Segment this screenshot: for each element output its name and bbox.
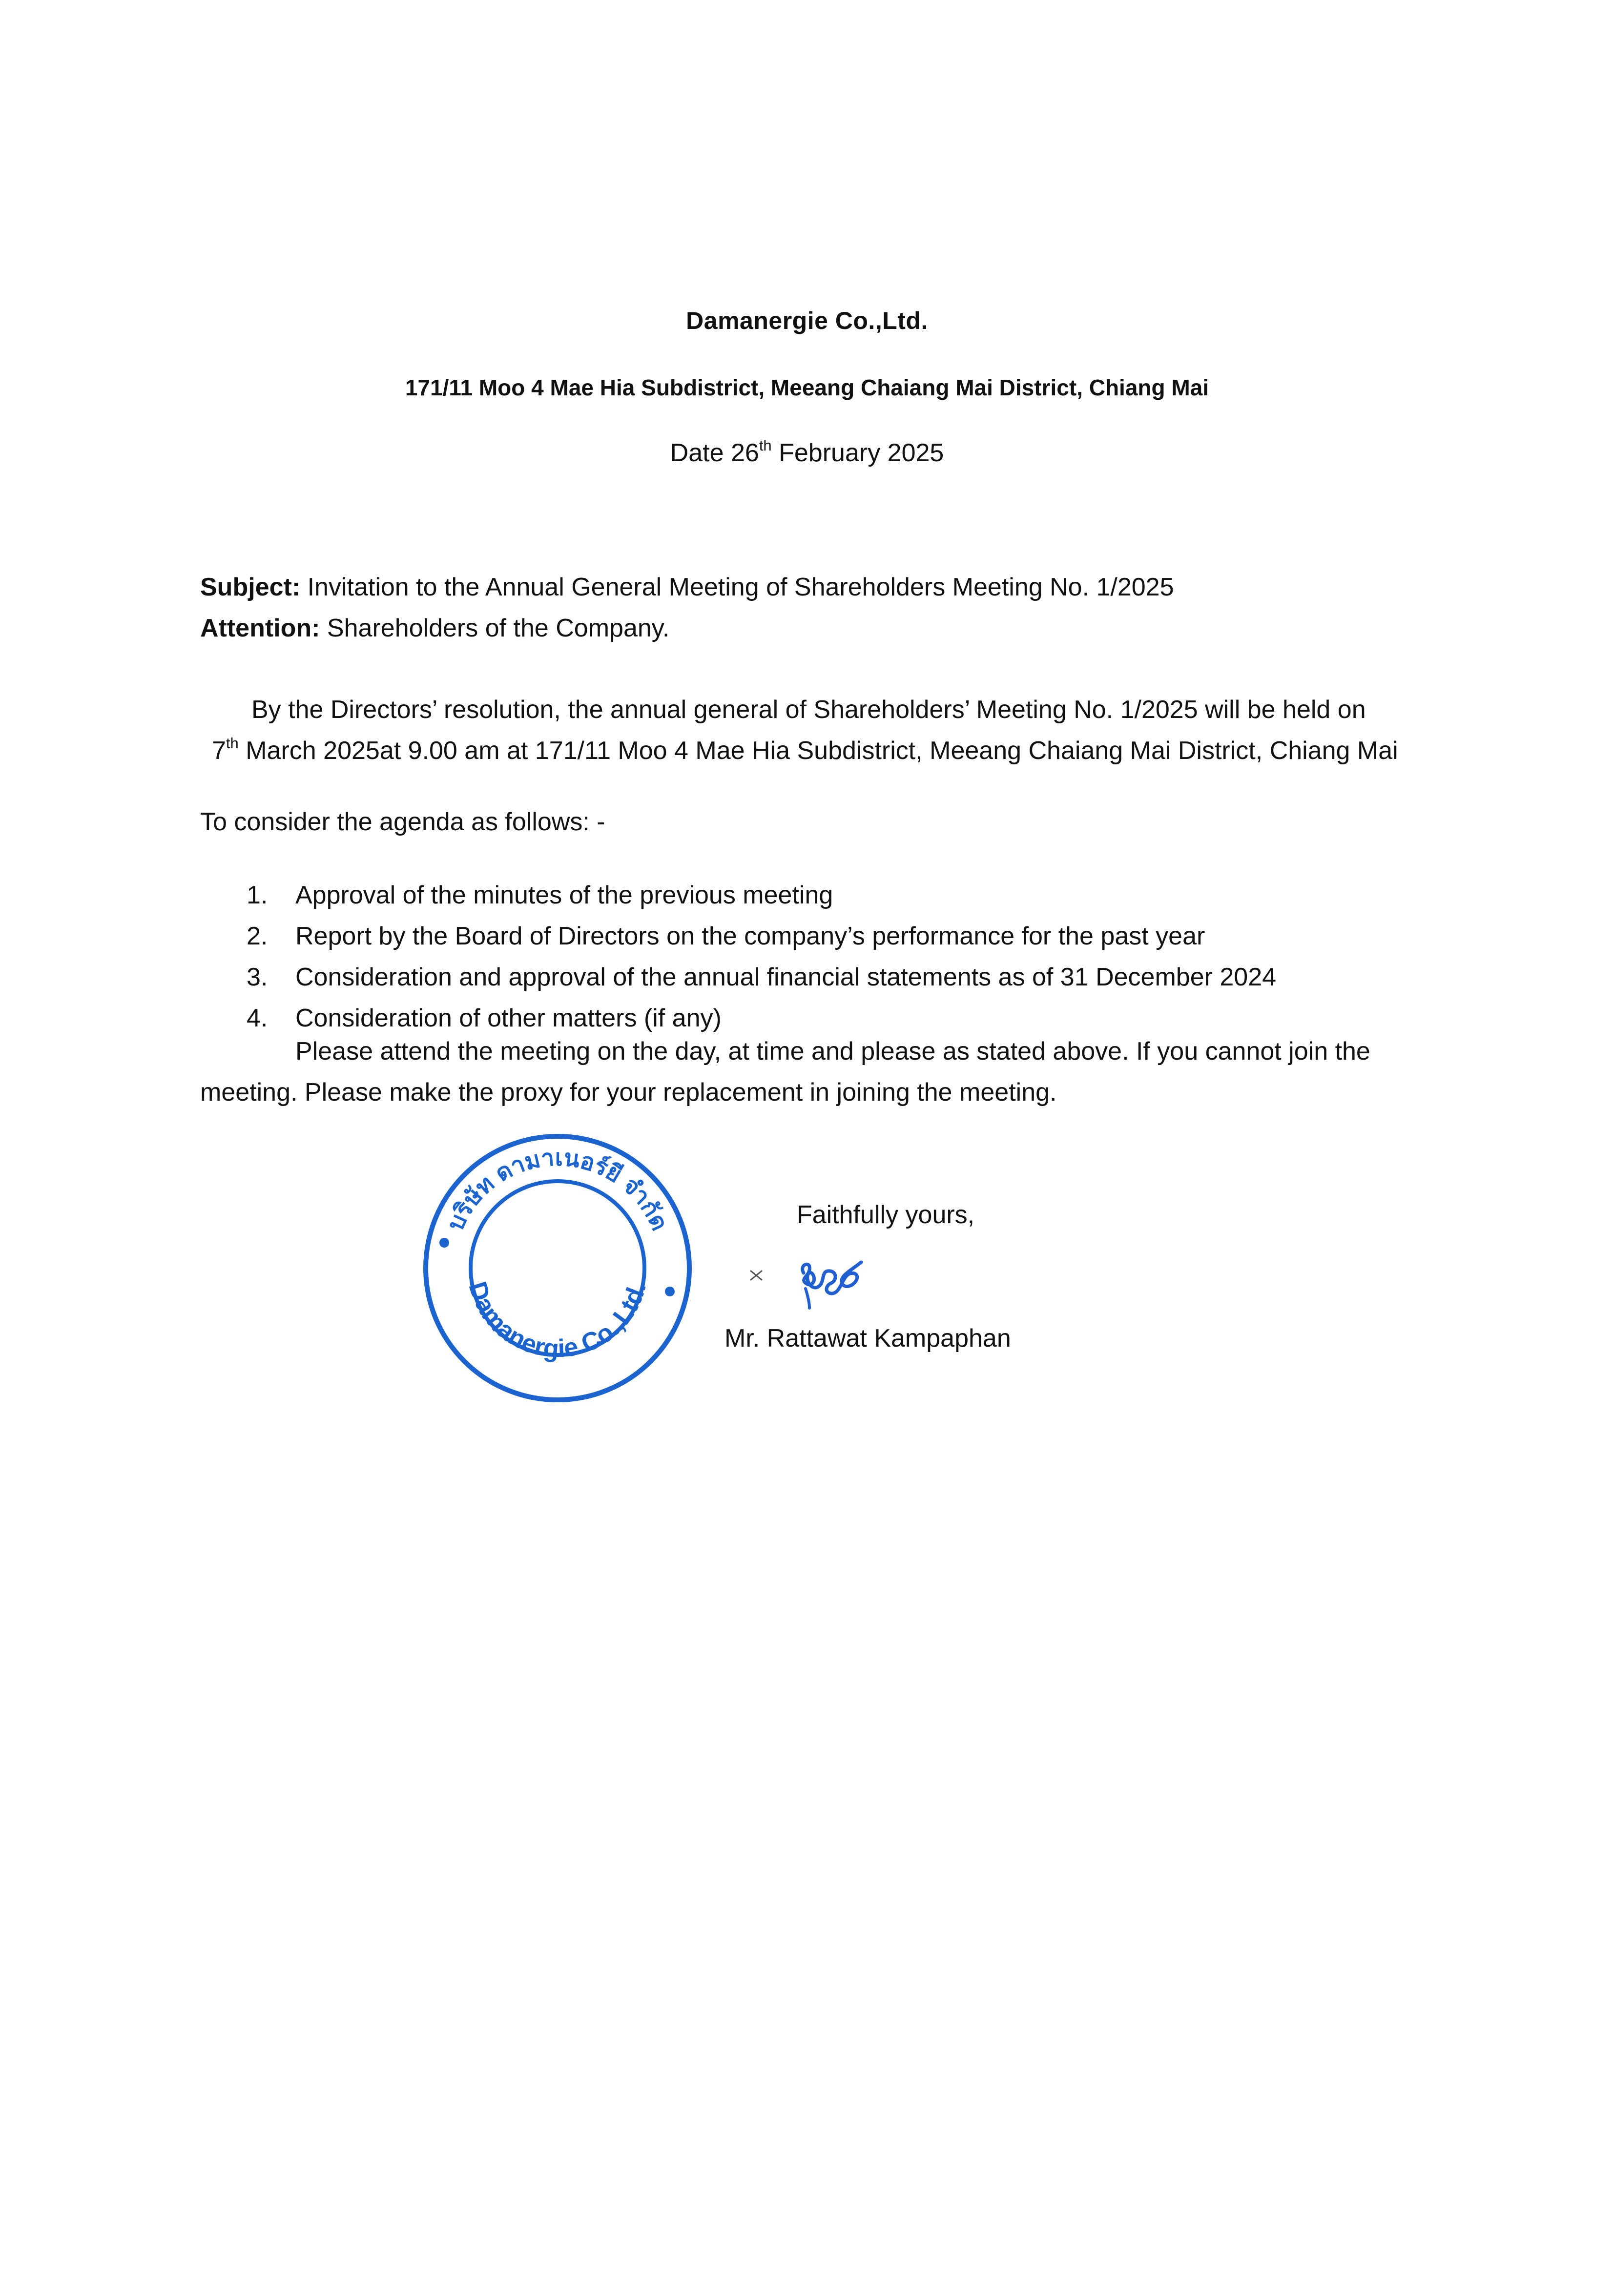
resolution-line-1: By the Directors’ resolution, the annual general of Shareholders’ Meeting No. 1/2025 will be held on — [251, 696, 1366, 724]
date-suffix: th — [759, 437, 772, 454]
agenda-number: 3. — [247, 963, 268, 991]
meeting-details: March 2025at 9.00 am at 171/11 Moo 4 Mae Hia Subdistrict, Meeang Chaiang Mai District, Chiang Mai — [238, 737, 1398, 765]
agenda-item — [247, 957, 1418, 998]
meeting-day-suffix: th — [226, 735, 239, 752]
signoff: Faithfully yours, — [797, 1201, 975, 1229]
agenda-number: 2. — [247, 922, 268, 950]
agenda-item — [247, 998, 1418, 1039]
agenda-text: Approval of the minutes of the previous meeting — [295, 881, 833, 909]
agenda-number: 1. — [247, 881, 268, 909]
signature-mark-icon — [748, 1267, 765, 1284]
agenda-list — [247, 875, 1418, 1039]
attention-text: Shareholders of the Company. — [320, 614, 670, 642]
closing-line-2: meeting. Please make the proxy for your replacement in joining the meeting. — [200, 1078, 1057, 1107]
company-name: Damanergie Co.,Ltd. — [686, 307, 928, 334]
subject-line — [200, 574, 1469, 601]
meeting-day: 7 — [212, 737, 226, 765]
agenda-text: Report by the Board of Directors on the company’s performance for the past year — [295, 922, 1205, 950]
company-stamp — [416, 1127, 699, 1410]
date-prefix: Date 26 — [670, 439, 759, 467]
signature-icon — [795, 1253, 873, 1312]
resolution-line-2 — [212, 737, 1481, 765]
signer-name: Mr. Rattawat Kampaphan — [724, 1324, 1011, 1353]
agenda-item — [247, 916, 1418, 957]
subject-text: Invitation to the Annual General Meeting of Shareholders Meeting No. 1/2025 — [300, 573, 1174, 601]
closing-line-1: Please attend the meeting on the day, at time and please as stated above. If you cannot join the — [295, 1037, 1370, 1066]
subject-label: Subject: — [200, 573, 301, 601]
attention-label: Attention: — [200, 614, 320, 642]
stamp-thai-text: บริษัท ดามาเนอร์ยี จำกัด — [442, 1145, 673, 1235]
agenda-number: 4. — [247, 1004, 268, 1032]
agenda-text: Consideration of other matters (if any) — [295, 1004, 722, 1032]
agenda-item — [247, 875, 1418, 916]
agenda-text: Consideration and approval of the annual financial statements as of 31 December 2024 — [295, 963, 1277, 991]
document-date — [0, 438, 1614, 468]
stamp-english-text: Damanergie Co.,Ltd. — [463, 1278, 652, 1363]
date-rest: February 2025 — [771, 439, 944, 467]
attention-line — [200, 615, 1469, 642]
company-address: 171/11 Moo 4 Mae Hia Subdistrict, Meeang Chaiang Mai District, Chiang Mai — [405, 375, 1209, 400]
agenda-intro: To consider the agenda as follows: - — [200, 808, 605, 836]
